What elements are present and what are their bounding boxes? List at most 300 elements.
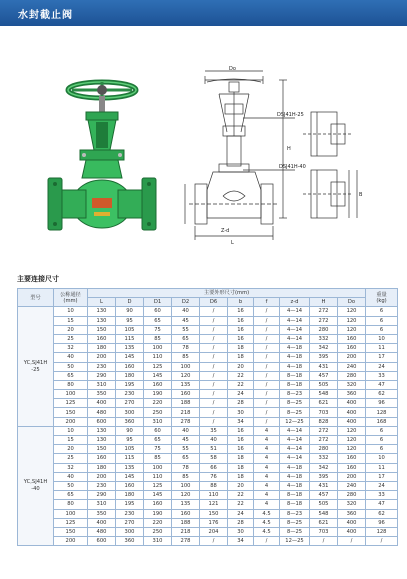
table-cell: 431 (310, 481, 338, 490)
table-cell: 4.5 (254, 509, 280, 518)
table-cell: 125 (54, 399, 88, 408)
table-cell: 332 (310, 334, 338, 343)
table-cell: 145 (116, 472, 144, 481)
table-cell: 360 (338, 390, 366, 399)
table-cell: 310 (144, 417, 172, 426)
table-cell: 47 (366, 380, 398, 389)
header-bar (0, 0, 407, 26)
table-cell: 220 (144, 399, 172, 408)
table-cell: 65 (172, 334, 200, 343)
table-cell: 280 (310, 325, 338, 334)
column-header: D1 (144, 298, 172, 307)
table-cell: / (200, 344, 228, 353)
table-cell: 168 (366, 417, 398, 426)
table-cell: / (200, 353, 228, 362)
table-cell: 8—25 (280, 518, 310, 527)
table-cell: 22 (228, 500, 254, 509)
table-row (18, 316, 398, 325)
table-cell: 457 (310, 491, 338, 500)
table-cell: / (200, 362, 228, 371)
table-cell: 145 (116, 353, 144, 362)
table-cell: 218 (172, 527, 200, 536)
table-cell: 121 (200, 500, 228, 509)
label-series-40: DSJ41H-40 (279, 164, 306, 170)
table-cell: 4.5 (254, 527, 280, 536)
table-cell: 50 (54, 362, 88, 371)
table-cell: 22 (228, 491, 254, 500)
table-cell: 128 (366, 408, 398, 417)
table-row (18, 472, 398, 481)
table-cell: / (254, 353, 280, 362)
table-cell: 135 (116, 463, 144, 472)
table-cell: 190 (144, 390, 172, 399)
table-cell: 120 (338, 436, 366, 445)
table-row (18, 334, 398, 343)
table-cell: 4—14 (280, 436, 310, 445)
table-cell: 8—23 (280, 509, 310, 518)
table-cell: 6 (366, 316, 398, 325)
table-cell: 51 (200, 445, 228, 454)
model-cell: YC,SJ41H -25 (18, 307, 54, 426)
table-cell: 360 (338, 509, 366, 518)
table-cell: 16 (228, 316, 254, 325)
column-header: H (310, 298, 338, 307)
column-header: D6 (200, 298, 228, 307)
table-cell: 600 (88, 537, 116, 546)
table-cell: 6 (366, 436, 398, 445)
table-cell: 332 (310, 454, 338, 463)
table-cell: 16 (228, 436, 254, 445)
table-cell: 621 (310, 399, 338, 408)
table-cell: / (200, 390, 228, 399)
valve-photo (42, 72, 162, 250)
table-cell: 160 (116, 481, 144, 490)
table-cell: 272 (310, 316, 338, 325)
table-cell: 180 (116, 491, 144, 500)
table-cell: 188 (172, 518, 200, 527)
label-l: L (231, 240, 234, 246)
table-cell: / (200, 408, 228, 417)
table-cell: 65 (172, 454, 200, 463)
table-row (18, 399, 398, 408)
table-cell: 250 (144, 527, 172, 536)
table-cell: 395 (310, 353, 338, 362)
table-cell: 145 (144, 371, 172, 380)
table-cell: 8—25 (280, 408, 310, 417)
label-do: Do (229, 66, 236, 72)
table-cell: 10 (54, 426, 88, 435)
table-cell: 50 (54, 481, 88, 490)
table-cell: 160 (338, 454, 366, 463)
table-cell: 22 (228, 380, 254, 389)
table-cell: / (254, 371, 280, 380)
table-cell: 621 (310, 518, 338, 527)
table-cell: 400 (338, 518, 366, 527)
table-cell: 25 (54, 334, 88, 343)
table-cell: 125 (144, 362, 172, 371)
table-cell: 230 (116, 509, 144, 518)
table-cell: 130 (88, 426, 116, 435)
table-cell: 4 (254, 454, 280, 463)
column-header: Do (338, 298, 366, 307)
table-cell: 4—14 (280, 325, 310, 334)
table-cell: 150 (200, 509, 228, 518)
table-cell: / (366, 537, 398, 546)
table-row (18, 491, 398, 500)
table-cell: 4 (254, 481, 280, 490)
table-cell: 505 (310, 380, 338, 389)
table-cell: 35 (200, 426, 228, 435)
table-cell: 85 (144, 454, 172, 463)
table-cell: 125 (144, 481, 172, 490)
table-cell: 6 (366, 307, 398, 316)
table-cell: 4 (254, 463, 280, 472)
table-cell: 128 (366, 527, 398, 536)
table-cell: 160 (338, 463, 366, 472)
table-cell: 18 (228, 344, 254, 353)
table-cell: 32 (54, 463, 88, 472)
table-cell: 88 (200, 481, 228, 490)
table-row (18, 537, 398, 546)
table-cell: 16 (228, 307, 254, 316)
table-cell: 180 (88, 344, 116, 353)
table-cell: 11 (366, 344, 398, 353)
table-cell: / (200, 334, 228, 343)
table-cell: 30 (228, 408, 254, 417)
table-cell: 75 (144, 325, 172, 334)
table-cell: 505 (310, 500, 338, 509)
table-cell: 160 (144, 380, 172, 389)
table-cell: 78 (172, 344, 200, 353)
table-cell: 62 (366, 509, 398, 518)
label-zd: Z-d (221, 228, 230, 234)
table-cell: 55 (172, 445, 200, 454)
table-cell: 400 (338, 527, 366, 536)
table-cell: 8—18 (280, 380, 310, 389)
table-cell: 548 (310, 390, 338, 399)
table-cell: 4—14 (280, 426, 310, 435)
table-cell: 272 (310, 436, 338, 445)
table-cell: 4—18 (280, 344, 310, 353)
table-cell: / (254, 316, 280, 325)
table-cell: 160 (116, 362, 144, 371)
table-cell: 400 (88, 518, 116, 527)
table-cell: / (200, 307, 228, 316)
table-cell: 320 (338, 380, 366, 389)
table-cell: 160 (172, 509, 200, 518)
table-cell: / (254, 307, 280, 316)
header-dimensions: 主要外形尺寸(mm) (88, 289, 366, 298)
table-cell: / (254, 408, 280, 417)
table-cell: 130 (88, 307, 116, 316)
table-cell: 280 (310, 445, 338, 454)
table-cell: / (254, 325, 280, 334)
table-cell: 10 (366, 454, 398, 463)
table-cell: 4 (254, 500, 280, 509)
table-cell: 360 (116, 417, 144, 426)
table-cell: 703 (310, 527, 338, 536)
table-cell: 4—14 (280, 307, 310, 316)
table-cell: 18 (228, 454, 254, 463)
table-cell: 272 (310, 426, 338, 435)
table-cell: 230 (116, 390, 144, 399)
table-cell: / (200, 380, 228, 389)
table-cell: 200 (338, 472, 366, 481)
table-cell: 100 (54, 509, 88, 518)
table-cell: / (254, 537, 280, 546)
table-cell: 20 (54, 325, 88, 334)
table-cell: 272 (310, 307, 338, 316)
section-title: 主要连接尺寸 (17, 275, 59, 283)
table-cell: 135 (116, 344, 144, 353)
table-cell: 8—25 (280, 527, 310, 536)
table-cell: / (338, 537, 366, 546)
table-cell: 240 (338, 362, 366, 371)
table-cell: 130 (88, 436, 116, 445)
table-cell: 22 (228, 371, 254, 380)
table-cell: 20 (228, 481, 254, 490)
header-weight: 重量 (kg) (366, 289, 398, 307)
table-cell: 66 (200, 463, 228, 472)
table-cell: 320 (338, 500, 366, 509)
table-row (18, 417, 398, 426)
table-row (18, 307, 398, 316)
table-cell: 65 (54, 371, 88, 380)
table-cell: 65 (144, 316, 172, 325)
table-cell: 160 (88, 454, 116, 463)
table-cell: 100 (144, 344, 172, 353)
table-cell: 278 (172, 537, 200, 546)
table-cell: 8—23 (280, 390, 310, 399)
table-cell: / (254, 334, 280, 343)
column-header: z-d (280, 298, 310, 307)
table-cell: 24 (228, 509, 254, 518)
table-cell: 110 (200, 491, 228, 500)
page-title: 水封截止阀 (18, 10, 73, 21)
table-cell: 20 (228, 362, 254, 371)
table-cell: 250 (144, 408, 172, 417)
table-cell: 400 (88, 399, 116, 408)
table-cell: 280 (338, 371, 366, 380)
table-cell: 62 (366, 390, 398, 399)
table-cell: 703 (310, 408, 338, 417)
table-cell: / (200, 325, 228, 334)
table-cell: 90 (116, 307, 144, 316)
table-cell: 180 (116, 371, 144, 380)
table-cell: 300 (116, 527, 144, 536)
table-cell: 4—18 (280, 463, 310, 472)
table-cell: 45 (172, 436, 200, 445)
table-cell: 350 (88, 390, 116, 399)
table-cell: 28 (228, 518, 254, 527)
column-header: b (228, 298, 254, 307)
table-cell: 4—14 (280, 445, 310, 454)
table-cell: 4.5 (254, 518, 280, 527)
table-cell: 4 (254, 491, 280, 500)
table-cell: 110 (144, 472, 172, 481)
table-cell: 80 (54, 500, 88, 509)
table-cell: 28 (228, 399, 254, 408)
table-cell: 160 (338, 334, 366, 343)
table-cell: 480 (88, 408, 116, 417)
table-row (18, 445, 398, 454)
table-cell: 65 (144, 436, 172, 445)
table-cell: 55 (172, 325, 200, 334)
table-cell: 17 (366, 472, 398, 481)
table-cell: 160 (88, 334, 116, 343)
table-cell: 85 (172, 472, 200, 481)
table-cell: 240 (338, 481, 366, 490)
table-row (18, 380, 398, 389)
table-cell: 16 (228, 334, 254, 343)
table-cell: 120 (338, 426, 366, 435)
table-cell: 16 (228, 445, 254, 454)
table-cell: 120 (338, 325, 366, 334)
table-cell: 548 (310, 509, 338, 518)
table-row (18, 344, 398, 353)
header-model: 型号 (18, 289, 54, 307)
table-cell: 18 (228, 463, 254, 472)
table-cell: 100 (144, 463, 172, 472)
table-cell: 115 (116, 334, 144, 343)
table-cell: 24 (366, 362, 398, 371)
table-cell: / (254, 380, 280, 389)
table-cell: 11 (366, 463, 398, 472)
table-cell: 195 (116, 380, 144, 389)
table-cell: 8—18 (280, 371, 310, 380)
table-row (18, 390, 398, 399)
table-cell: 75 (144, 445, 172, 454)
table-cell: 95 (116, 316, 144, 325)
table-cell: 120 (338, 307, 366, 316)
column-header: D2 (172, 298, 200, 307)
table-cell: 395 (310, 472, 338, 481)
table-row (18, 500, 398, 509)
table-cell: / (200, 371, 228, 380)
table-cell: 828 (310, 417, 338, 426)
table-cell: 150 (88, 325, 116, 334)
table-cell: 457 (310, 371, 338, 380)
table-cell: 4—18 (280, 362, 310, 371)
table-cell: 431 (310, 362, 338, 371)
table-cell: 18 (228, 353, 254, 362)
header-dn: 公称通径 (mm) (54, 289, 88, 307)
table-cell: 4—18 (280, 472, 310, 481)
table-cell: 190 (144, 509, 172, 518)
table-cell: 4 (254, 426, 280, 435)
table-row (18, 371, 398, 380)
table-cell: 120 (338, 316, 366, 325)
table-cell: 6 (366, 325, 398, 334)
table-cell: 310 (88, 500, 116, 509)
table-cell: 195 (116, 500, 144, 509)
table-cell: 60 (144, 426, 172, 435)
table-row (18, 463, 398, 472)
table-cell: 20 (54, 445, 88, 454)
table-cell: 6 (366, 426, 398, 435)
table-cell: 100 (172, 481, 200, 490)
table-row (18, 454, 398, 463)
table-cell: 12—25 (280, 537, 310, 546)
table-row (18, 353, 398, 362)
table-cell: 78 (172, 463, 200, 472)
table-cell: 60 (144, 307, 172, 316)
table-cell: 180 (88, 463, 116, 472)
table-cell: / (254, 390, 280, 399)
table-cell: 47 (366, 500, 398, 509)
table-cell: 110 (144, 353, 172, 362)
label-b: B (359, 192, 363, 198)
table-cell: 8—18 (280, 500, 310, 509)
table-cell: 200 (88, 353, 116, 362)
table-cell: 58 (200, 454, 228, 463)
model-cell: YC,SJ41H -40 (18, 426, 54, 545)
table-cell: / (254, 362, 280, 371)
table-cell: 145 (144, 491, 172, 500)
table-cell: 310 (88, 380, 116, 389)
table-cell: 204 (200, 527, 228, 536)
table-cell: 188 (172, 399, 200, 408)
table-cell: 290 (88, 491, 116, 500)
table-cell: 4—14 (280, 334, 310, 343)
table-cell: 342 (310, 463, 338, 472)
table-cell: 40 (200, 436, 228, 445)
table-cell: 10 (366, 334, 398, 343)
table-cell: 25 (54, 454, 88, 463)
table-row (18, 518, 398, 527)
valve-drawing (183, 66, 379, 252)
table-row (18, 481, 398, 490)
table-row (18, 362, 398, 371)
table-cell: / (310, 537, 338, 546)
table-cell: / (200, 316, 228, 325)
table-cell: 4—18 (280, 353, 310, 362)
table-cell: 40 (172, 307, 200, 316)
table-cell: 200 (338, 353, 366, 362)
table-cell: 150 (88, 445, 116, 454)
table-row (18, 325, 398, 334)
table-cell: 33 (366, 491, 398, 500)
table-cell: 400 (338, 408, 366, 417)
table-cell: 40 (54, 353, 88, 362)
table-cell: 280 (338, 491, 366, 500)
table-cell: 4—14 (280, 454, 310, 463)
table-cell: 105 (116, 325, 144, 334)
table-row (18, 436, 398, 445)
table-cell: 310 (144, 537, 172, 546)
table-cell: 105 (116, 445, 144, 454)
label-h: H (287, 146, 291, 152)
table-cell: 135 (172, 500, 200, 509)
column-header: f (254, 298, 280, 307)
table-cell: 45 (172, 316, 200, 325)
table-cell: 135 (172, 380, 200, 389)
table-cell: 480 (88, 527, 116, 536)
table-cell: 150 (54, 408, 88, 417)
table-cell: 34 (228, 417, 254, 426)
table-row (18, 426, 398, 435)
table-cell: 96 (366, 518, 398, 527)
table-cell: 290 (88, 371, 116, 380)
table-cell: 40 (54, 472, 88, 481)
table-cell: 12—25 (280, 417, 310, 426)
table-cell: 120 (338, 445, 366, 454)
table-cell: 600 (88, 417, 116, 426)
table-cell: 24 (228, 390, 254, 399)
table-cell: 34 (228, 537, 254, 546)
table-cell: 6 (366, 445, 398, 454)
table-cell: 220 (144, 518, 172, 527)
